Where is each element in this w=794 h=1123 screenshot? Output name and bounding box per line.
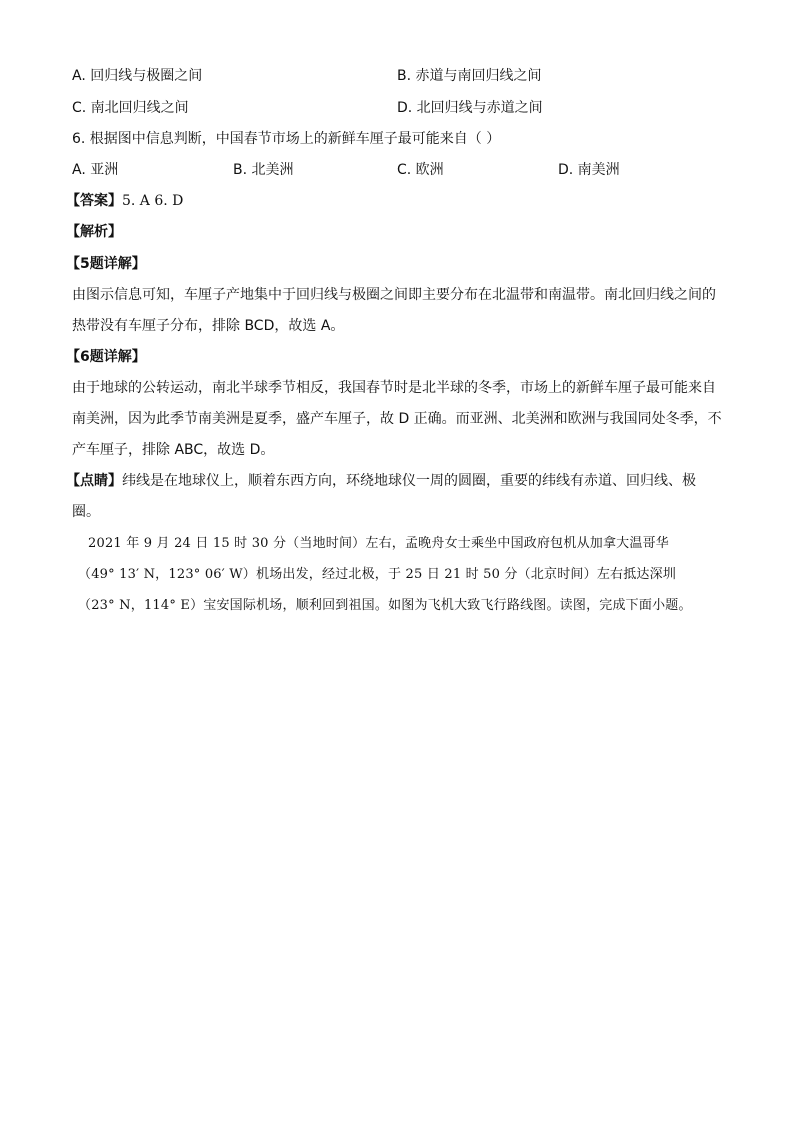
option-d: D. 南美洲 (558, 162, 620, 178)
tip-label: 【点睛】 (66, 473, 122, 489)
q6-detail-line: 南美洲，因为此季节南美洲是夏季，盛产车厘子，故 D 正确。而亚洲、北美洲和欧洲与我国同处冬季，不 (72, 411, 722, 427)
q6-detail-line: 产车厘子，排除 ABC，故选 D。 (72, 442, 275, 458)
question-6-stem: 6. 根据图中信息判断，中国春节市场上的新鲜车厘子最可能来自（ ） (72, 131, 501, 147)
option-b: B. 赤道与南回归线之间 (397, 68, 542, 84)
q5-detail-line: 由图示信息可知，车厘子产地集中于回归线与极圈之间即主要分布在北温带和南温带。南北回归线之间的 (72, 287, 716, 303)
q6-detail-line: 由于地球的公转运动，南北半球季节相反，我国春节时是北半球的冬季，市场上的新鲜车厘子最可能来自 (72, 380, 716, 396)
option-a: A. 亚洲 (72, 162, 119, 178)
passage-line: （49° 13′ N，123° 06′ W）机场出发，经过北极，于 25 日 21 时 50 分（北京时间）左右抵达深圳 (78, 567, 677, 582)
option-c: C. 欧洲 (397, 162, 444, 178)
q5-detail-line: 热带没有车厘子分布，排除 BCD，故选 A。 (72, 318, 345, 334)
passage-line: （23° N，114° E）宝安国际机场，顺利回到祖国。如图为飞机大致飞行路线图。读图，完成下面小题。 (78, 598, 692, 613)
option-c: C. 南北回归线之间 (72, 100, 189, 116)
passage-line: 2021 年 9 月 24 日 15 时 30 分（当地时间）左右，孟晚舟女士乘坐中国政府包机从加拿大温哥华 (88, 536, 669, 551)
answer-line (66, 191, 183, 211)
option-a: A. 回归线与极圈之间 (72, 68, 203, 84)
tip-line (66, 471, 696, 491)
q5-detail-heading: 【5题详解】 (66, 256, 146, 272)
option-d: D. 北回归线与赤道之间 (397, 100, 543, 116)
answer-text: 5. A 6. D (122, 193, 184, 209)
analysis-label: 【解析】 (66, 224, 122, 240)
q6-detail-heading: 【6题详解】 (66, 349, 146, 365)
tip-text: 纬线是在地球仪上，顺着东西方向，环绕地球仪一周的圆圈，重要的纬线有赤道、回归线、极 (122, 473, 696, 489)
answer-label: 【答案】 (66, 193, 122, 209)
option-b: B. 北美洲 (233, 162, 294, 178)
tip-line-2: 圈。 (72, 504, 100, 520)
